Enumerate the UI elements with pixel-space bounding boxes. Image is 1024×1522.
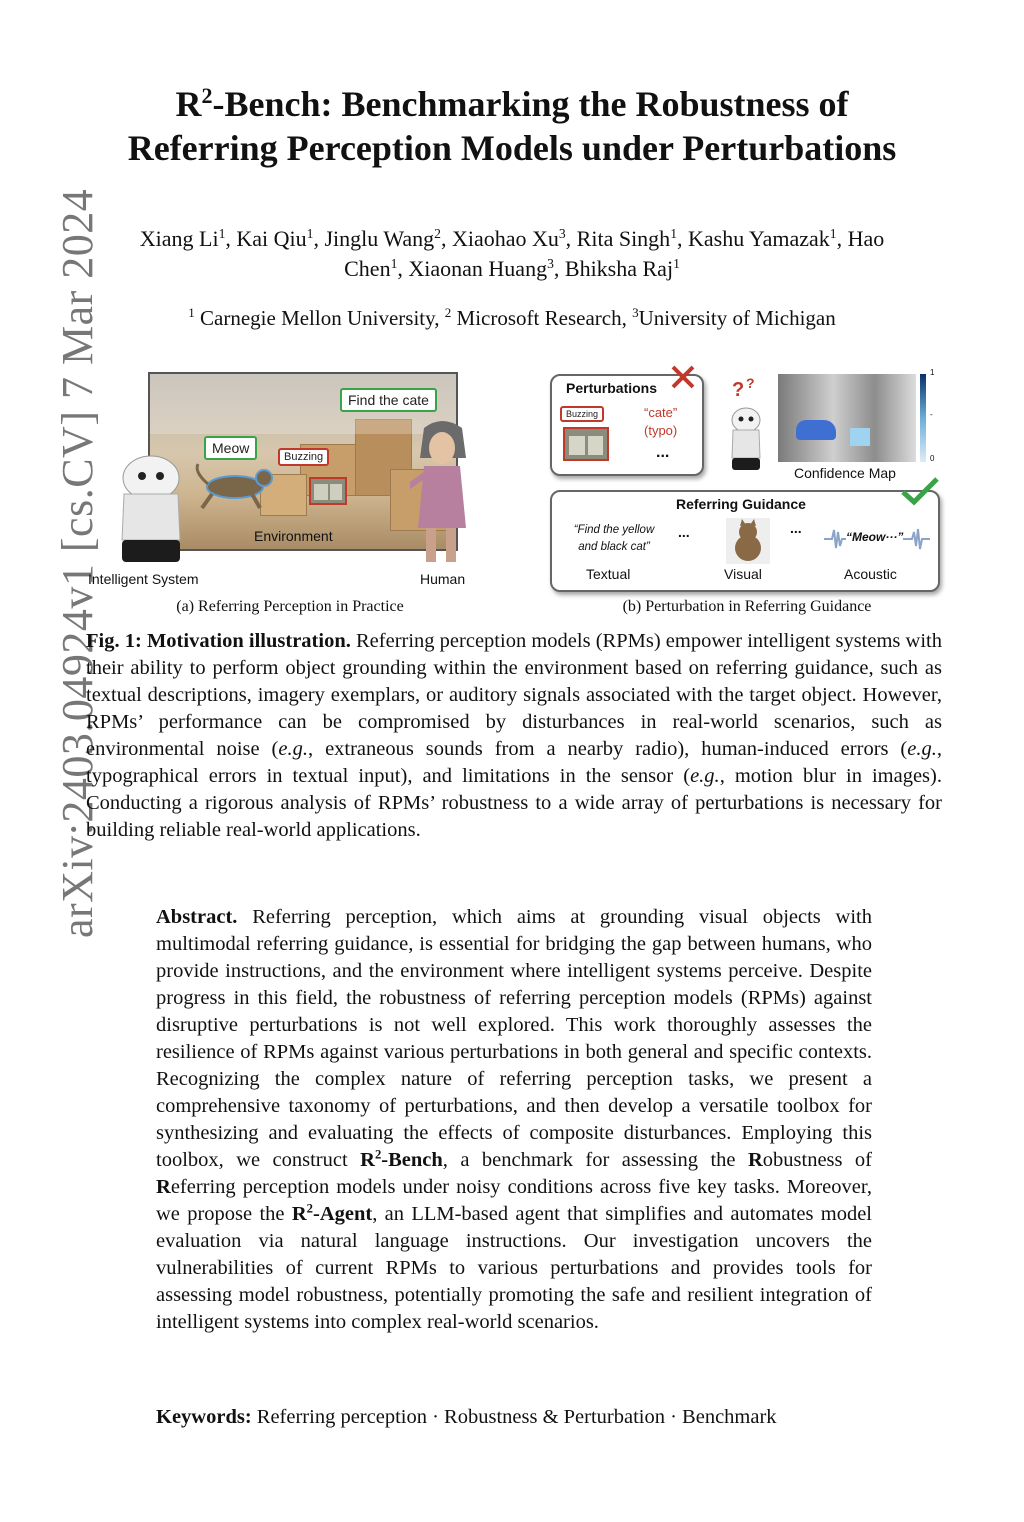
confused-robot-icon [726, 374, 766, 474]
text-guidance-quote: “Find the yellow and black cat” [573, 524, 655, 553]
buzzing-tag: Buzzing [560, 406, 604, 422]
subcaption-b: (b) Perturbation in Referring Guidance [622, 598, 872, 615]
title-line1-post: -Bench: Benchmarking the Robustness of [212, 84, 849, 124]
title-line2: Referring Perception Models under Perturbations [127, 128, 897, 168]
author: Xiaonan Huang$^3$, [408, 255, 565, 281]
svg-text:?: ? [746, 375, 755, 391]
subcaption-a: (a) Referring Perception in Practice [176, 598, 404, 615]
audio-guidance-quote: “Meow···” [846, 530, 904, 544]
bubble-meow: Meow [204, 436, 257, 460]
figure-caption-label: Fig. 1: Motivation illustration. [86, 630, 351, 652]
human-label: Human [420, 571, 466, 587]
title-sup: 2 [201, 82, 213, 108]
author: Xiang Li$^1$, [139, 225, 237, 251]
perturb-ellipsis: ... [656, 444, 670, 461]
author: Rita Singh$^1$, [576, 225, 688, 251]
affiliations: $^1$ Carnegie Mellon University, $^2$ Microsoft Research, $^3$University of Michigan [188, 305, 836, 330]
author: Kashu Yamazak$^1$, [688, 225, 848, 251]
typo-note: (typo) [644, 423, 678, 438]
cat-illustration [190, 462, 280, 512]
title-line1-pre: R [175, 84, 202, 124]
radio-illustration [308, 474, 348, 506]
colorbar-bottom: 0 [930, 454, 935, 463]
cat-exemplar-image [726, 518, 770, 564]
author: Hao Chen$^1$, [344, 226, 885, 281]
human-illustration [410, 418, 474, 568]
typo-word: “cate” [644, 405, 678, 420]
radio-icon [562, 424, 610, 464]
robot-icon [116, 454, 186, 566]
acoustic-label: Acoustic [844, 566, 897, 582]
arxiv-side-stamp: arXiv:2403.04924v1 [cs.CV] 7 Mar 2024 [53, 188, 102, 938]
bubble-buzzing: Buzzing [278, 448, 329, 466]
perturbations-title: Perturbations [566, 380, 658, 396]
author: Bhiksha Raj$^1$ [564, 255, 680, 281]
referring-guidance-card [550, 490, 940, 592]
keywords: Keywords: Referring perception · Robustness & Perturbation · Benchmark [156, 1406, 777, 1428]
colorbar-top: 1 [930, 368, 935, 377]
abstract: Abstract. Referring perception, which aims at grounding visual objects with multimodal referring guidance, is essential for bridging the gap between humans, who provide instructions, and the environment where intelligent systems perceive. Despite progress in this field, the robustness of referring perception models (RPMs) against disruptive perturbations is not well explored. This work thoroughly assesses the resilience of RPMs against various perturbations in both general and specific contexts. Recognizing the complex nature of referring perception tasks, we present a comprehensive taxonomy of perturbations, and then develop a versatile toolbox for synthesizing and evaluating the effects of composite disturbances. Employing this toolbox, we construct $R^2$-Bench, a benchmark for assessing the Robustness of Referring perception models under noisy conditions across five key tasks. Moreover, we propose the $R^2$-Agent, an LLM-based agent that simplifies and automates model evaluation via natural language instructions. Our investigation uncovers the vulnerabilities of current RPMs to various perturbations and provides tools for assessing model robustness, potentially promoting the safe and resilient integration of intelligent systems into complex real-world scenarios. [156, 906, 873, 1333]
svg-text:?: ? [732, 379, 745, 401]
author: Kai Qiu$^1$, [236, 225, 325, 251]
figure-a [88, 372, 468, 594]
environment-label: Environment [254, 528, 333, 544]
guidance-title: Referring Guidance [676, 496, 806, 512]
x-mark-icon [670, 364, 696, 390]
colorbar [920, 374, 926, 462]
confidence-map-label: Confidence Map [794, 465, 896, 481]
check-mark-icon [900, 476, 940, 506]
abstract-label: Abstract. [156, 906, 238, 928]
dots-2: ... [790, 520, 802, 536]
dots-1: ... [678, 524, 690, 540]
colorbar-mid: - [930, 410, 933, 419]
figure-b [550, 368, 944, 596]
typo-box [644, 404, 677, 440]
figure-caption: Fig. 1: Motivation illustration. Referring perception models (RPMs) empower intelligent systems with their ability to perform object grounding within the environment based on referring guidance, such as textual descriptions, imagery exemplars, or auditory signals associated with the target object. However, RPMs’ performance can be compromised by disturbances in real-world scenarios, such as environmental noise (e.g., extraneous sounds from a nearby radio), human-induced errors (e.g., typographical errors in textual input), and limitations in the sensor (e.g., motion blur in images). Conducting a rigorous analysis of RPMs’ robustness to a wide array of perturbations is necessary for building reliable real-world applications. [86, 630, 942, 841]
paper-title [80, 82, 944, 170]
author: Jinglu Wang$^2$, [324, 225, 452, 251]
author: Xiaohao Xu$^3$, [451, 225, 577, 251]
keywords-label: Keywords: [156, 1406, 252, 1428]
intelligent-system-label: Intelligent System [88, 571, 199, 587]
confidence-map [778, 374, 916, 462]
visual-label: Visual [724, 566, 762, 582]
bubble-find: Find the cate [340, 388, 437, 412]
author-list [110, 224, 914, 284]
textual-label: Textual [586, 566, 631, 582]
